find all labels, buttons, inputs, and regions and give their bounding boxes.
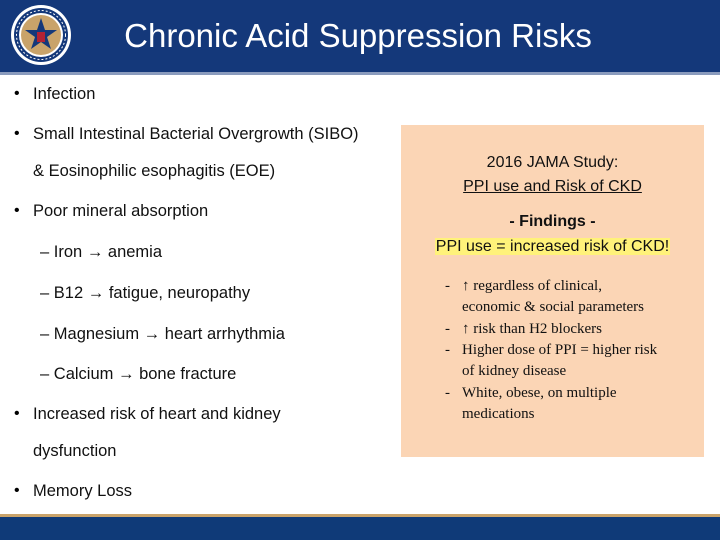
sub-bullet-label: B12 bbox=[53, 284, 84, 302]
finding-item-4-continuation: medications bbox=[462, 406, 535, 422]
sub-bullet-effect: heart arrhythmia bbox=[164, 325, 285, 343]
list-marker: - bbox=[445, 278, 450, 294]
findings-statement-wrap bbox=[401, 236, 704, 258]
findings-label: - Findings - bbox=[509, 213, 596, 230]
bullet-sibo: Small Intestinal Bacterial Overgrowth (SIBO) bbox=[33, 125, 359, 143]
finding-item-2: ↑ risk than H2 blockers bbox=[462, 321, 602, 337]
title-underline bbox=[0, 72, 720, 75]
footer-bar bbox=[0, 517, 720, 540]
sub-bullet-label: Calcium bbox=[53, 365, 114, 383]
sub-bullet-b12 bbox=[40, 283, 250, 303]
findings-statement: PPI use = increased risk of CKD! bbox=[435, 238, 670, 255]
panel-heading-underlined: PPI use and Risk of CKD bbox=[463, 178, 642, 195]
bullet-heart-kidney: Increased risk of heart and kidney bbox=[33, 405, 281, 423]
bullet-marker: • bbox=[14, 202, 20, 219]
bullet-marker: • bbox=[14, 405, 20, 422]
dash-marker: – bbox=[40, 243, 50, 261]
sub-bullet-magnesium bbox=[40, 324, 285, 344]
panel-heading-line2 bbox=[401, 177, 704, 197]
bullet-marker: • bbox=[14, 125, 20, 142]
slide-title: Chronic Acid Suppression Risks bbox=[124, 17, 592, 54]
department-seal-icon bbox=[10, 4, 72, 66]
bullet-mineral-absorption: Poor mineral absorption bbox=[33, 202, 209, 220]
sub-bullet-iron bbox=[40, 242, 162, 262]
finding-item-1: ↑ regardless of clinical, bbox=[462, 278, 602, 294]
list-marker: - bbox=[445, 385, 450, 401]
list-marker: - bbox=[445, 321, 450, 337]
sub-bullet-calcium bbox=[40, 364, 236, 384]
sub-bullet-effect: fatigue, neuropathy bbox=[108, 284, 251, 302]
bullet-heart-kidney-continuation: dysfunction bbox=[33, 442, 117, 460]
finding-item-3-continuation: of kidney disease bbox=[462, 363, 567, 379]
finding-item-3: Higher dose of PPI = higher risk bbox=[462, 342, 658, 358]
bullet-sibo-continuation: & Eosinophilic esophagitis (EOE) bbox=[33, 162, 276, 180]
sub-bullet-effect: anemia bbox=[107, 243, 163, 261]
arrow-right-icon: → bbox=[117, 365, 135, 383]
bullet-marker: • bbox=[14, 482, 20, 499]
finding-item-1-continuation: economic & social parameters bbox=[462, 299, 645, 315]
bullet-marker: • bbox=[14, 85, 20, 102]
jama-study-panel bbox=[401, 125, 704, 457]
finding-item-4: White, obese, on multiple bbox=[462, 385, 617, 401]
list-marker: - bbox=[445, 342, 450, 358]
sub-bullet-label: Iron bbox=[53, 243, 83, 261]
dash-marker: – bbox=[40, 325, 50, 343]
arrow-right-icon: → bbox=[143, 325, 161, 343]
arrow-right-icon: → bbox=[87, 284, 105, 302]
sub-bullet-effect: bone fracture bbox=[139, 365, 237, 383]
dash-marker: – bbox=[40, 284, 50, 302]
sub-bullet-label: Magnesium bbox=[53, 325, 140, 343]
bullet-infection: Infection bbox=[33, 85, 96, 103]
arrow-right-icon: → bbox=[86, 243, 104, 261]
panel-heading-line1: 2016 JAMA Study: bbox=[486, 154, 619, 171]
dash-marker: – bbox=[40, 365, 50, 383]
bullet-memory-loss: Memory Loss bbox=[33, 482, 133, 500]
